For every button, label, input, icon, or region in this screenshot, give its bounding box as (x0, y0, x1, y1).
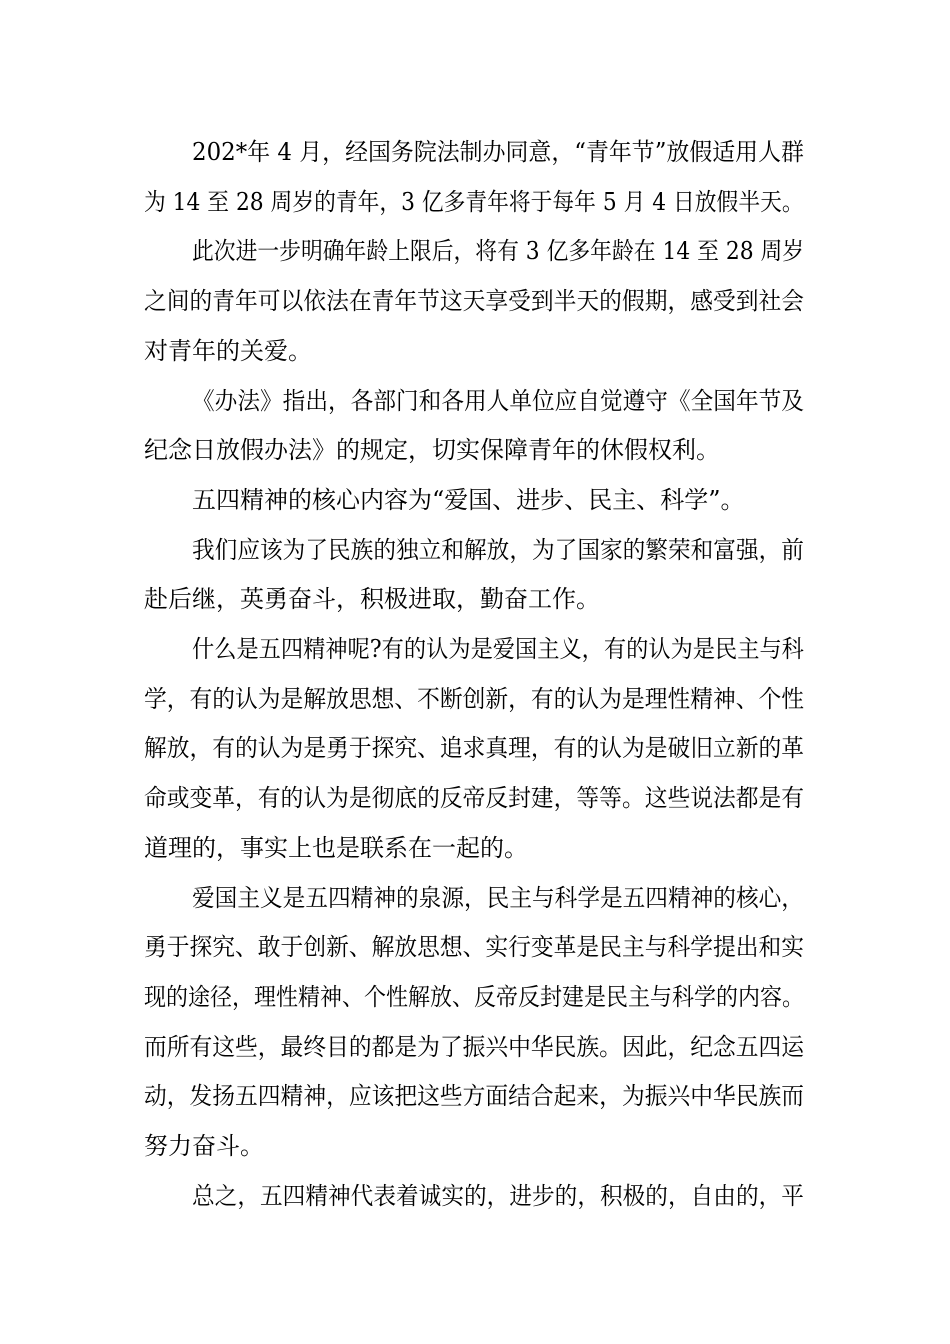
text-line: 对青年的关爱。 (144, 336, 312, 365)
text-line: 什么是五四精神呢?有的认为是爱国主义，有的认为是民主与科 (192, 635, 804, 663)
text-line: 《办法》指出，各部门和各用人单位应自觉遵守《全国年节及 (192, 386, 804, 415)
text-line: 动，发扬五四精神，应该把这些方面结合起来，为振兴中华民族而 (144, 1082, 805, 1111)
text-line: 我们应该为了民族的独立和解放，为了国家的繁荣和富强，前 (192, 535, 804, 564)
text-line: 学，有的认为是解放思想、不断创新，有的认为是理性精神、个性 (144, 684, 805, 713)
text-line: 解放，有的认为是勇于探究、追求真理，有的认为是破旧立新的革 (144, 734, 805, 763)
text-line: 爱国主义是五四精神的泉源，民主与科学是五四精神的核心， (192, 883, 804, 912)
text-line: 而所有这些，最终目的都是为了振兴中华民族。因此，纪念五四运 (144, 1032, 805, 1061)
text-line: 之间的青年可以依法在青年节这天享受到半天的假期，感受到社会 (144, 287, 805, 316)
text-line: 命或变革，有的认为是彻底的反帝反封建，等等。这些说法都是有 (144, 784, 805, 813)
text-line: 202*年 4 月，经国务院法制办同意，“青年节”放假适用人群 (192, 138, 804, 166)
text-line: 纪念日放假办法》的规定，切实保障青年的休假权利。 (144, 436, 720, 465)
text-line: 努力奋斗。 (144, 1132, 264, 1160)
text-line: 五四精神的核心内容为“爱国、进步、民主、科学”。 (192, 485, 745, 514)
text-line: 现的途径，理性精神、个性解放、反帝反封建是民主与科学的内容。 (144, 982, 805, 1011)
text-line: 此次进一步明确年龄上限后，将有 3 亿多年龄在 14 至 28 周岁 (192, 237, 805, 266)
text-line: 赴后继，英勇奋斗，积极进取，勤奋工作。 (144, 585, 600, 614)
text-line: 道理的，事实上也是联系在一起的。 (144, 833, 528, 862)
text-line: 总之，五四精神代表着诚实的，进步的，积极的，自由的，平 (192, 1181, 804, 1210)
text-line: 勇于探究、敢于创新、解放思想、实行变革是民主与科学提出和实 (144, 933, 805, 962)
text-line: 为 14 至 28 周岁的青年，3 亿多青年将于每年 5 月 4 日放假半天。 (144, 187, 804, 216)
